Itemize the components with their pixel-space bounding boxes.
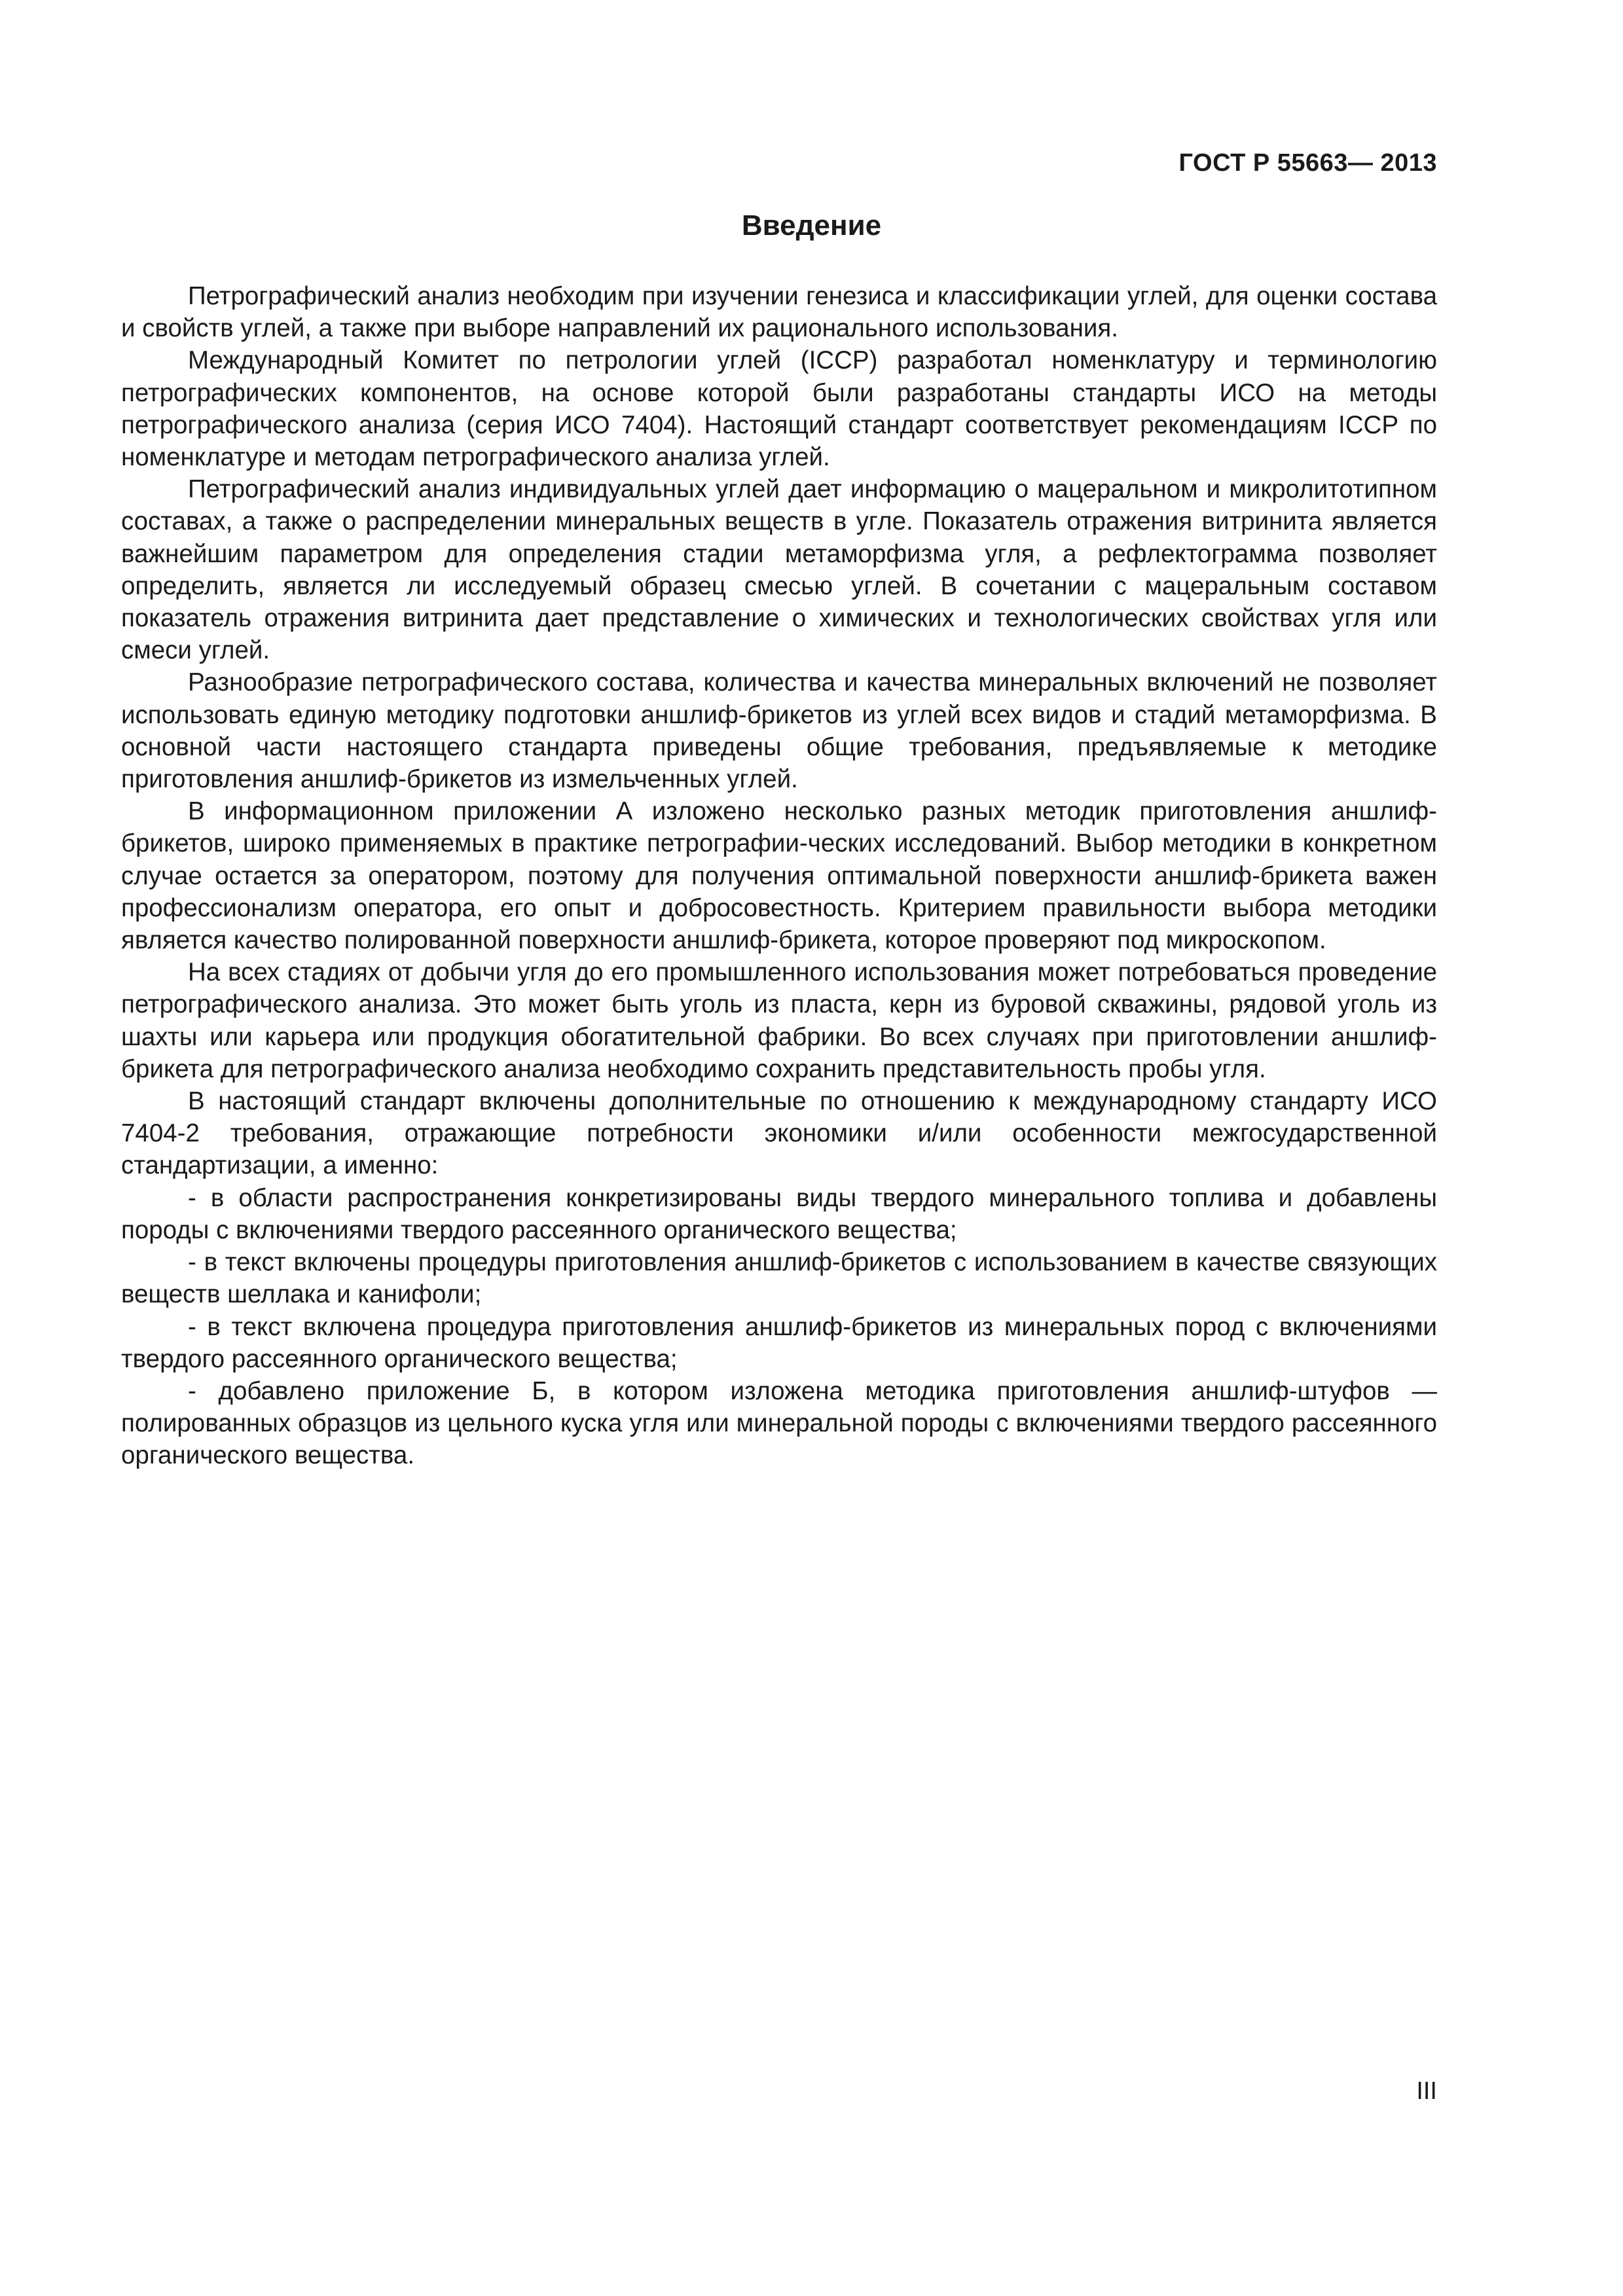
paragraph: Разнообразие петрографического состава, количества и качества минеральных включений не позволяет использовать единую методику подготовки аншлиф-брикетов из углей всех видов и стадий метаморфизма. В основной части настоящего стандарта приведены общие требования, предъявляемые к методике приготовления аншлиф-брикетов из измельченных углей. — [121, 668, 1437, 794]
paragraph: В информационном приложении А изложено несколько разных методик приготовления аншлиф-брикетов, широко применяемых в практике петрографии-ческих исследований. Выбор методики в конкретном случае остается за оператором, поэтому для получения оптимальной поверхности аншлиф-брикета важен профессионализм оператора, его опыт и добросовестность. Критерием правильности выбора методики является качество полированной поверхности аншлиф-брикета, которое проверяют под микроскопом. — [121, 797, 1437, 955]
body-text — [121, 280, 1437, 1472]
paragraph: В настоящий стандарт включены дополнительные по отношению к международному стандарту ИСО 7404-2 требования, отражающие потребности экономики и/или особенности межгосударственной стандартизации, а именно: — [121, 1087, 1437, 1180]
list-item: - добавлено приложение Б, в котором изложена методика приготовления аншлиф-штуфов — полированных образцов из цельного куска угля или минеральной породы с включениями твердого рассеянного органического вещества. — [121, 1376, 1437, 1470]
paragraph: Международный Комитет по петрологии углей (ICCP) разработал номенклатуру и терминологию петрографических компонентов, на основе которой были разработаны стандарты ИСО на методы петрографического анализа (серия ИСО 7404). Настоящий стандарт соответствует рекомендациям ICCP по номенклатуре и методам петрографического анализа углей. — [121, 346, 1437, 472]
paragraph: Петрографический анализ индивидуальных углей дает информацию о мацеральном и микролитотипном составах, а также о распределении минеральных веществ в угле. Показатель отражения витринита является важнейшим параметром для определения стадии метаморфизма угля, а рефлектограмма позволяет определить, является ли исследуемый образец смесью углей. В сочетании с мацеральным составом показатель отражения витринита дает представление о химических и технологических свойствах угля или смеси углей. — [121, 475, 1437, 665]
list-item: - в текст включена процедура приготовления аншлиф-брикетов из минеральных пород с включениями твердого рассеянного органического вещества; — [121, 1312, 1437, 1373]
paragraph: Петрографический анализ необходим при изучении генезиса и классификации углей, для оценки состава и свойств углей, а также при выборе направлений их рационального использования. — [121, 282, 1437, 343]
section-title: Введение — [741, 209, 882, 242]
document-code: ГОСТ Р 55663— 2013 — [1178, 149, 1437, 177]
page-number: III — [1416, 2077, 1437, 2105]
list-item: - в текст включены процедуры приготовления аншлиф-брикетов с использованием в качестве связующих веществ шеллака и канифоли; — [121, 1248, 1437, 1309]
list-item: - в области распространения конкретизированы виды твердого минерального топлива и добавлены породы с включениями твердого рассеянного органического вещества; — [121, 1183, 1437, 1244]
paragraph: На всех стадиях от добычи угля до его промышленного использования может потребоваться проведение петрографического анализа. Это может быть уголь из пласта, керн из буровой скважины, рядовой уголь из шахты или карьера или продукция обогатительной фабрики. Во всех случаях при приготовлении аншлиф-брикета для петрографического анализа необходимо сохранить представительность пробы угля. — [121, 958, 1437, 1083]
